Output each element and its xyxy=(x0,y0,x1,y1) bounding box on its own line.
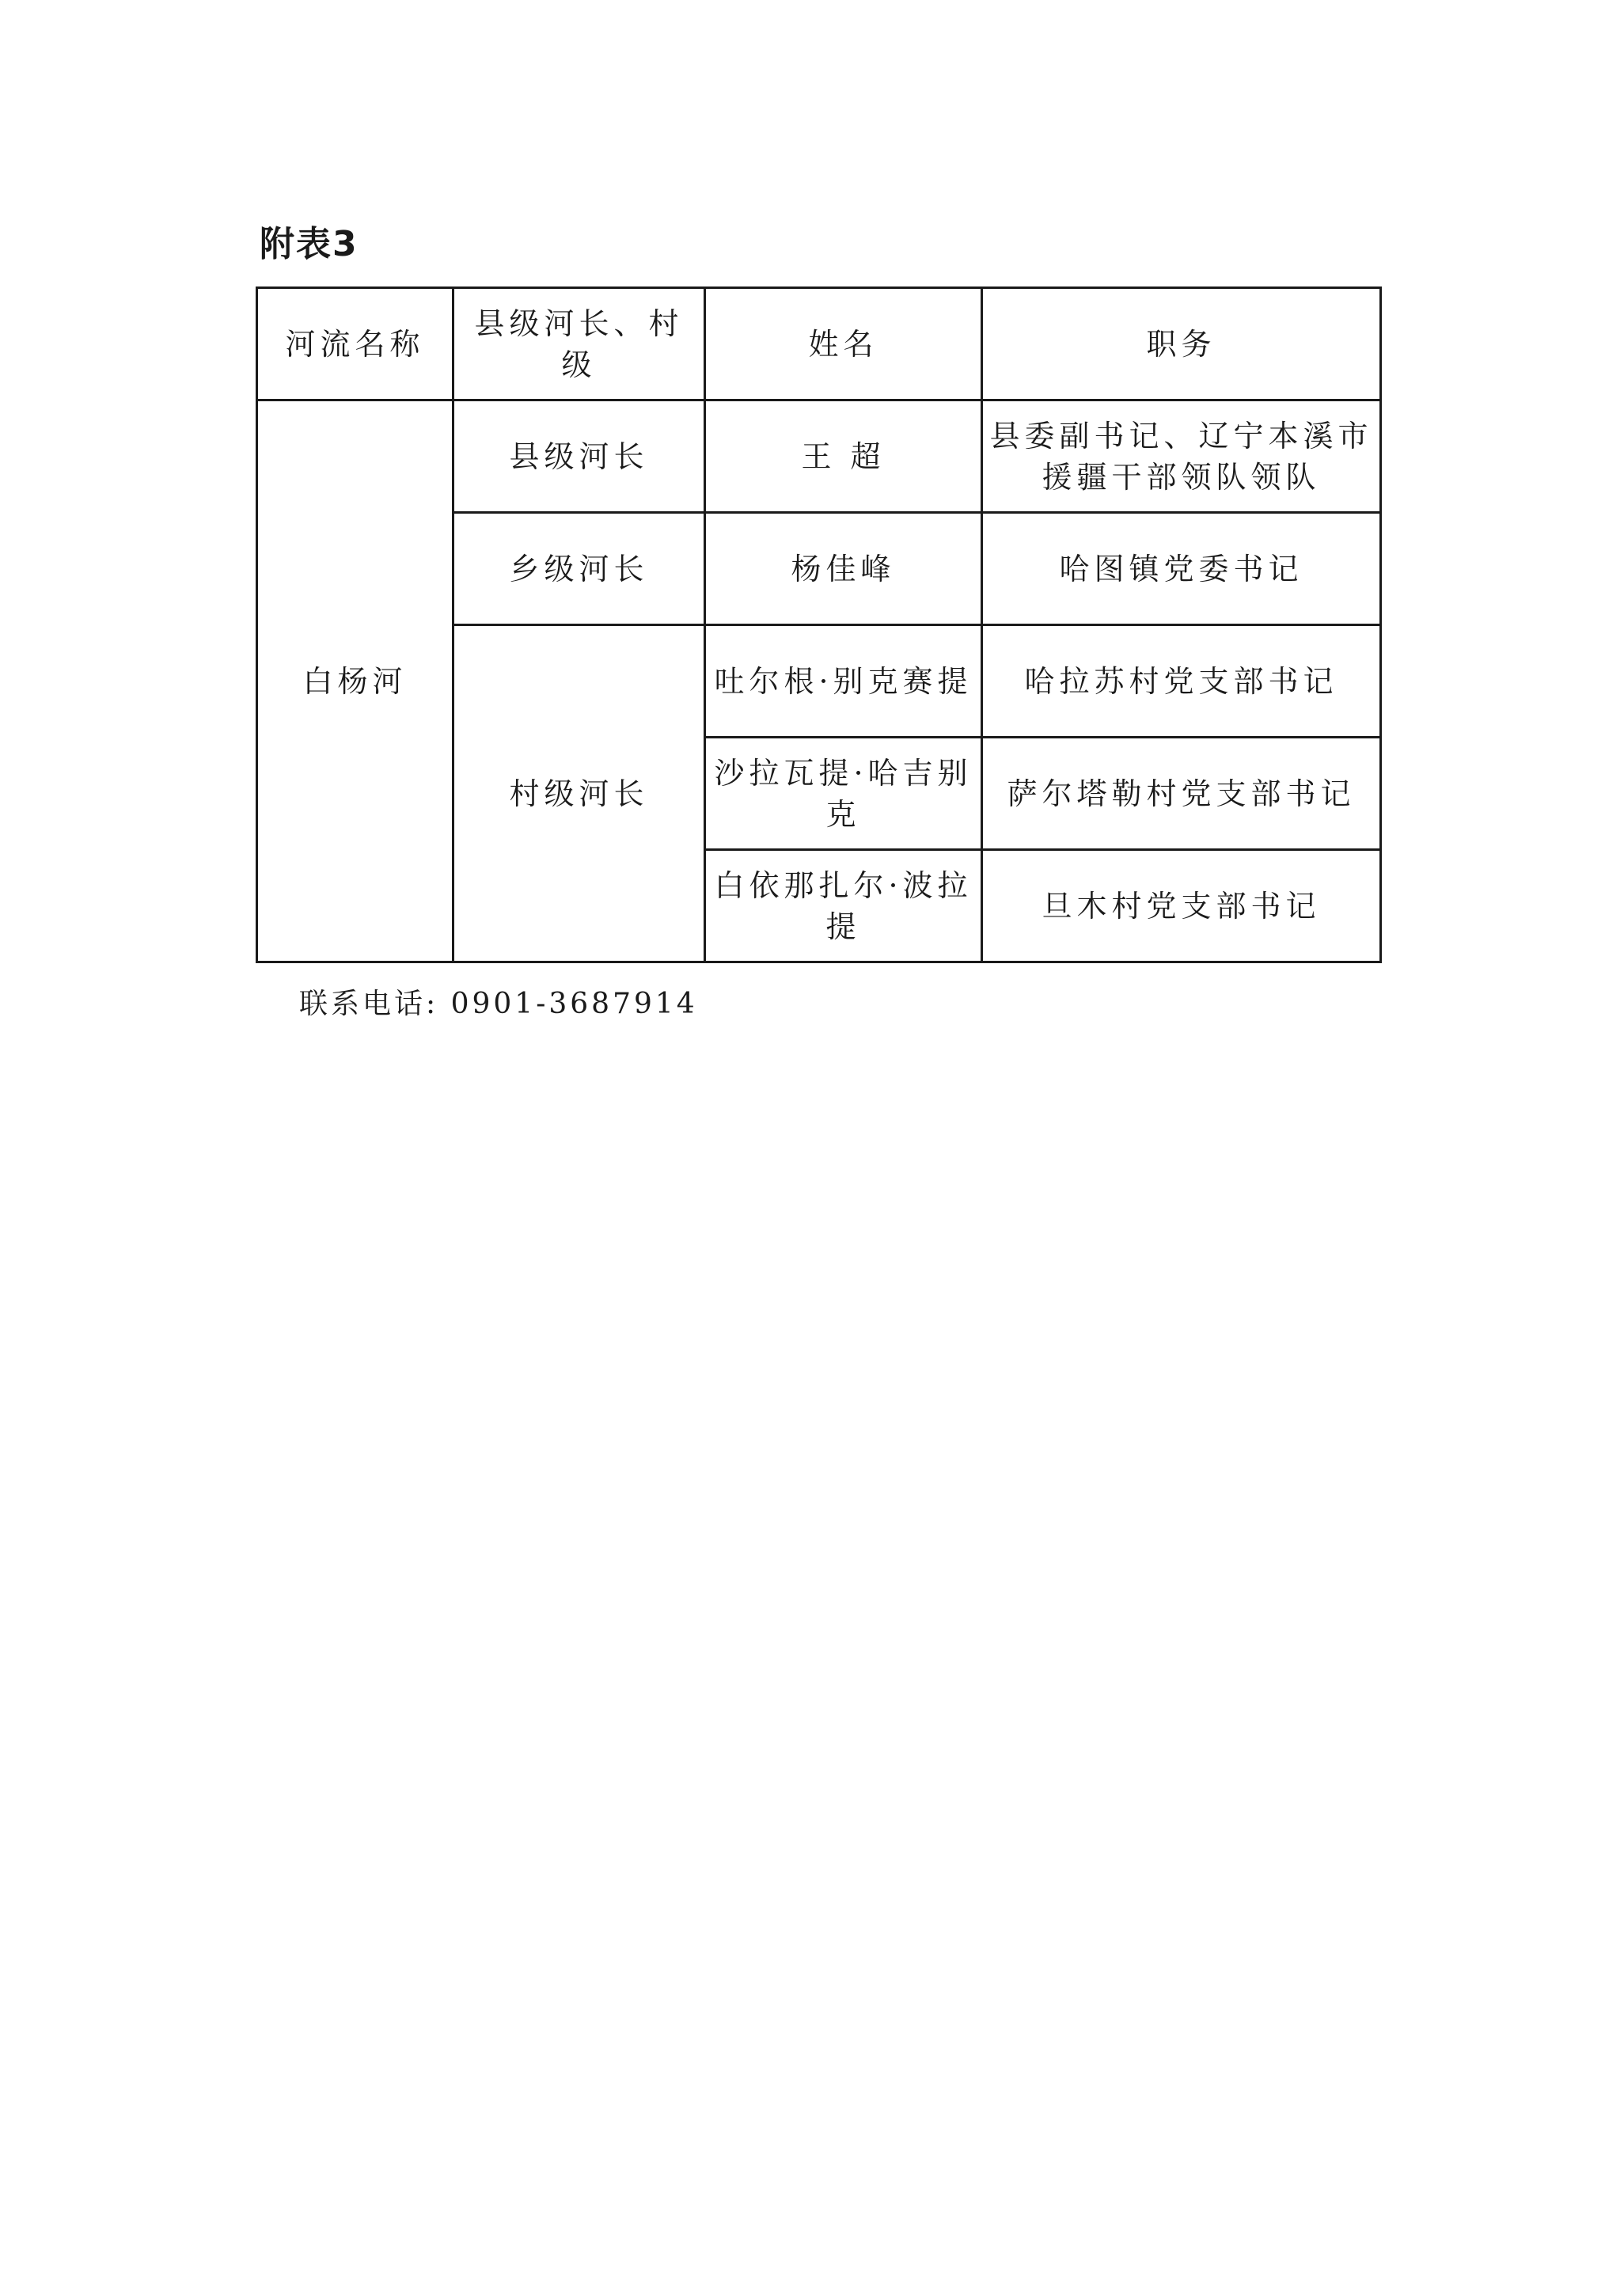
name-cell: 杨佳峰 xyxy=(705,513,982,625)
contact-line xyxy=(299,981,698,1022)
level-cell: 县级河长 xyxy=(453,400,705,513)
name-cell: 白依那扎尔·波拉提 xyxy=(705,850,982,962)
position-cell: 县委副书记、辽宁本溪市援疆干部领队领队 xyxy=(982,400,1381,513)
name-cell: 吐尔根·别克赛提 xyxy=(705,625,982,738)
name-cell: 沙拉瓦提·哈吉别克 xyxy=(705,738,982,850)
page-title: 附表3 xyxy=(260,224,359,264)
position-cell: 哈拉苏村党支部书记 xyxy=(982,625,1381,738)
table-row xyxy=(257,400,1381,513)
table-header-row xyxy=(257,288,1381,400)
position-cell: 哈图镇党委书记 xyxy=(982,513,1381,625)
header-name: 姓名 xyxy=(705,288,982,400)
river-chief-table xyxy=(256,286,1382,963)
river-name-cell: 白杨河 xyxy=(257,400,453,962)
name-cell: 王 超 xyxy=(705,400,982,513)
position-cell: 萨尔塔勒村党支部书记 xyxy=(982,738,1381,850)
header-level: 县级河长、村级 xyxy=(453,288,705,400)
position-cell: 旦木村党支部书记 xyxy=(982,850,1381,962)
header-river-name: 河流名称 xyxy=(257,288,453,400)
level-cell: 乡级河长 xyxy=(453,513,705,625)
header-position: 职务 xyxy=(982,288,1381,400)
level-cell: 村级河长 xyxy=(453,625,705,962)
contact-label: 联系电话: xyxy=(299,988,439,1020)
contact-phone: 0901-3687914 xyxy=(450,988,698,1020)
